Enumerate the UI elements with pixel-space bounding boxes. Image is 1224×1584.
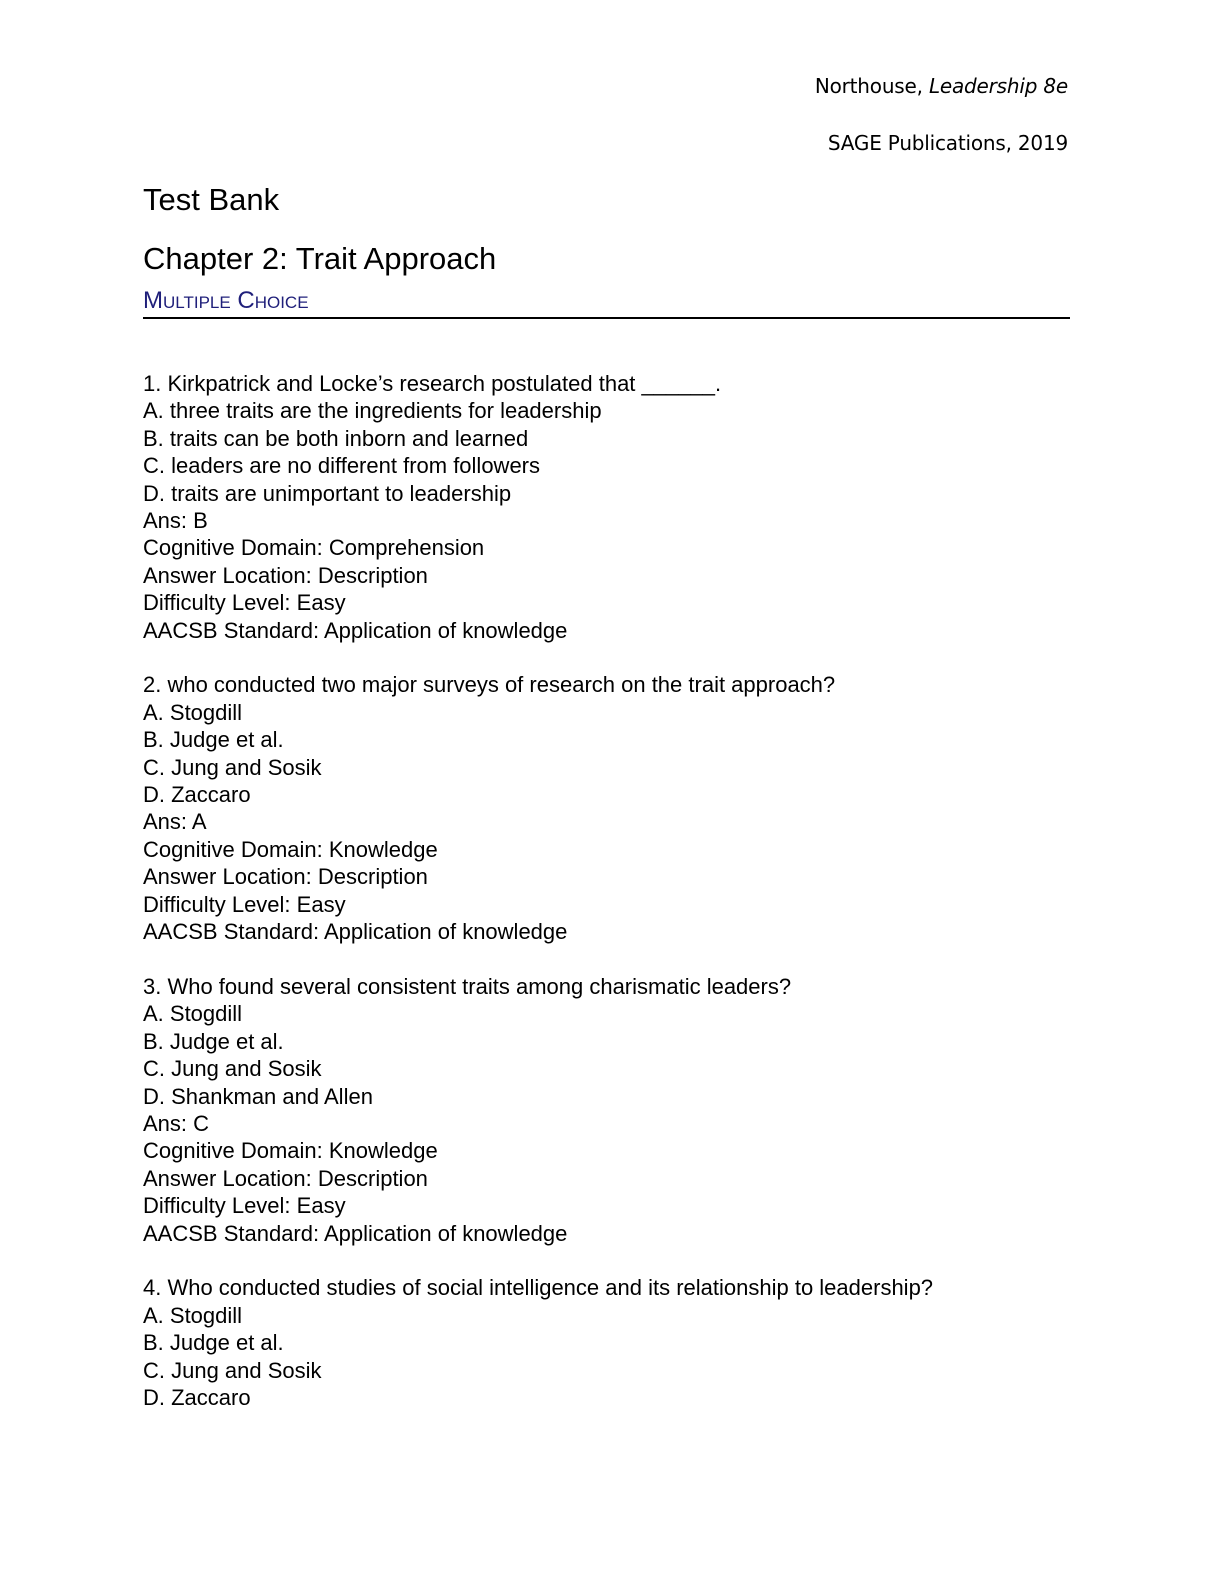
option-d: D. Zaccaro [143,782,251,808]
question-stem: 3. Who found several consistent traits among charismatic leaders? [143,973,792,999]
cognitive-domain: Cognitive Domain: Comprehension [143,535,485,561]
option-d: D. Zaccaro [143,1384,251,1410]
difficulty-level: Difficulty Level: Easy [143,590,346,616]
question-1 [143,370,1070,644]
question-stem: 4. Who conducted studies of social intelligence and its relationship to leadership? [143,1275,934,1301]
answer-location: Answer Location: Description [143,864,428,890]
question-stem: 2. who conducted two major surveys of research on the trait approach? [143,672,836,698]
difficulty-level: Difficulty Level: Easy [143,1193,346,1219]
question-3 [143,973,1070,1247]
option-b: B. Judge et al. [143,1028,284,1054]
header-publisher: SAGE Publications, 2019 [827,131,1068,155]
option-a: A. Stogdill [143,699,243,725]
option-d: D. traits are unimportant to leadership [143,480,512,506]
header-author-line [815,74,1068,98]
answer: Ans: C [143,1110,210,1136]
aacsb-standard: AACSB Standard: Application of knowledge [143,617,568,643]
chapter-title: Chapter 2: Trait Approach [143,241,497,276]
option-a: A. Stogdill [143,1302,243,1328]
answer-location: Answer Location: Description [143,562,428,588]
question-list [143,370,1070,1439]
answer: Ans: B [143,508,208,534]
header-author: Northouse, [814,74,929,98]
option-a: A. three traits are the ingredients for leadership [143,398,602,424]
question-stem: 1. Kirkpatrick and Locke’s research postulated that ______. [143,371,722,396]
option-c: C. Jung and Sosik [143,1056,322,1082]
question-2 [143,671,1070,945]
option-b: B. Judge et al. [143,1330,284,1356]
cognitive-domain: Cognitive Domain: Knowledge [143,1138,438,1164]
option-d: D. Shankman and Allen [143,1083,373,1109]
option-a: A. Stogdill [143,1001,243,1027]
header-book-title: Leadership 8e [928,74,1068,98]
cognitive-domain: Cognitive Domain: Knowledge [143,836,438,862]
answer: Ans: A [143,809,207,835]
option-b: B. Judge et al. [143,727,284,753]
difficulty-level: Difficulty Level: Easy [143,891,346,917]
aacsb-standard: AACSB Standard: Application of knowledge [143,919,568,945]
answer-location: Answer Location: Description [143,1165,428,1191]
document-title: Test Bank [143,182,280,217]
aacsb-standard: AACSB Standard: Application of knowledge [143,1220,568,1246]
option-c: C. leaders are no different from followers [143,453,540,479]
section-heading: Multiple Choice [143,287,1070,319]
option-b: B. traits can be both inborn and learned [143,425,529,451]
option-c: C. Jung and Sosik [143,1357,322,1383]
question-4 [143,1274,1070,1411]
option-c: C. Jung and Sosik [143,754,322,780]
